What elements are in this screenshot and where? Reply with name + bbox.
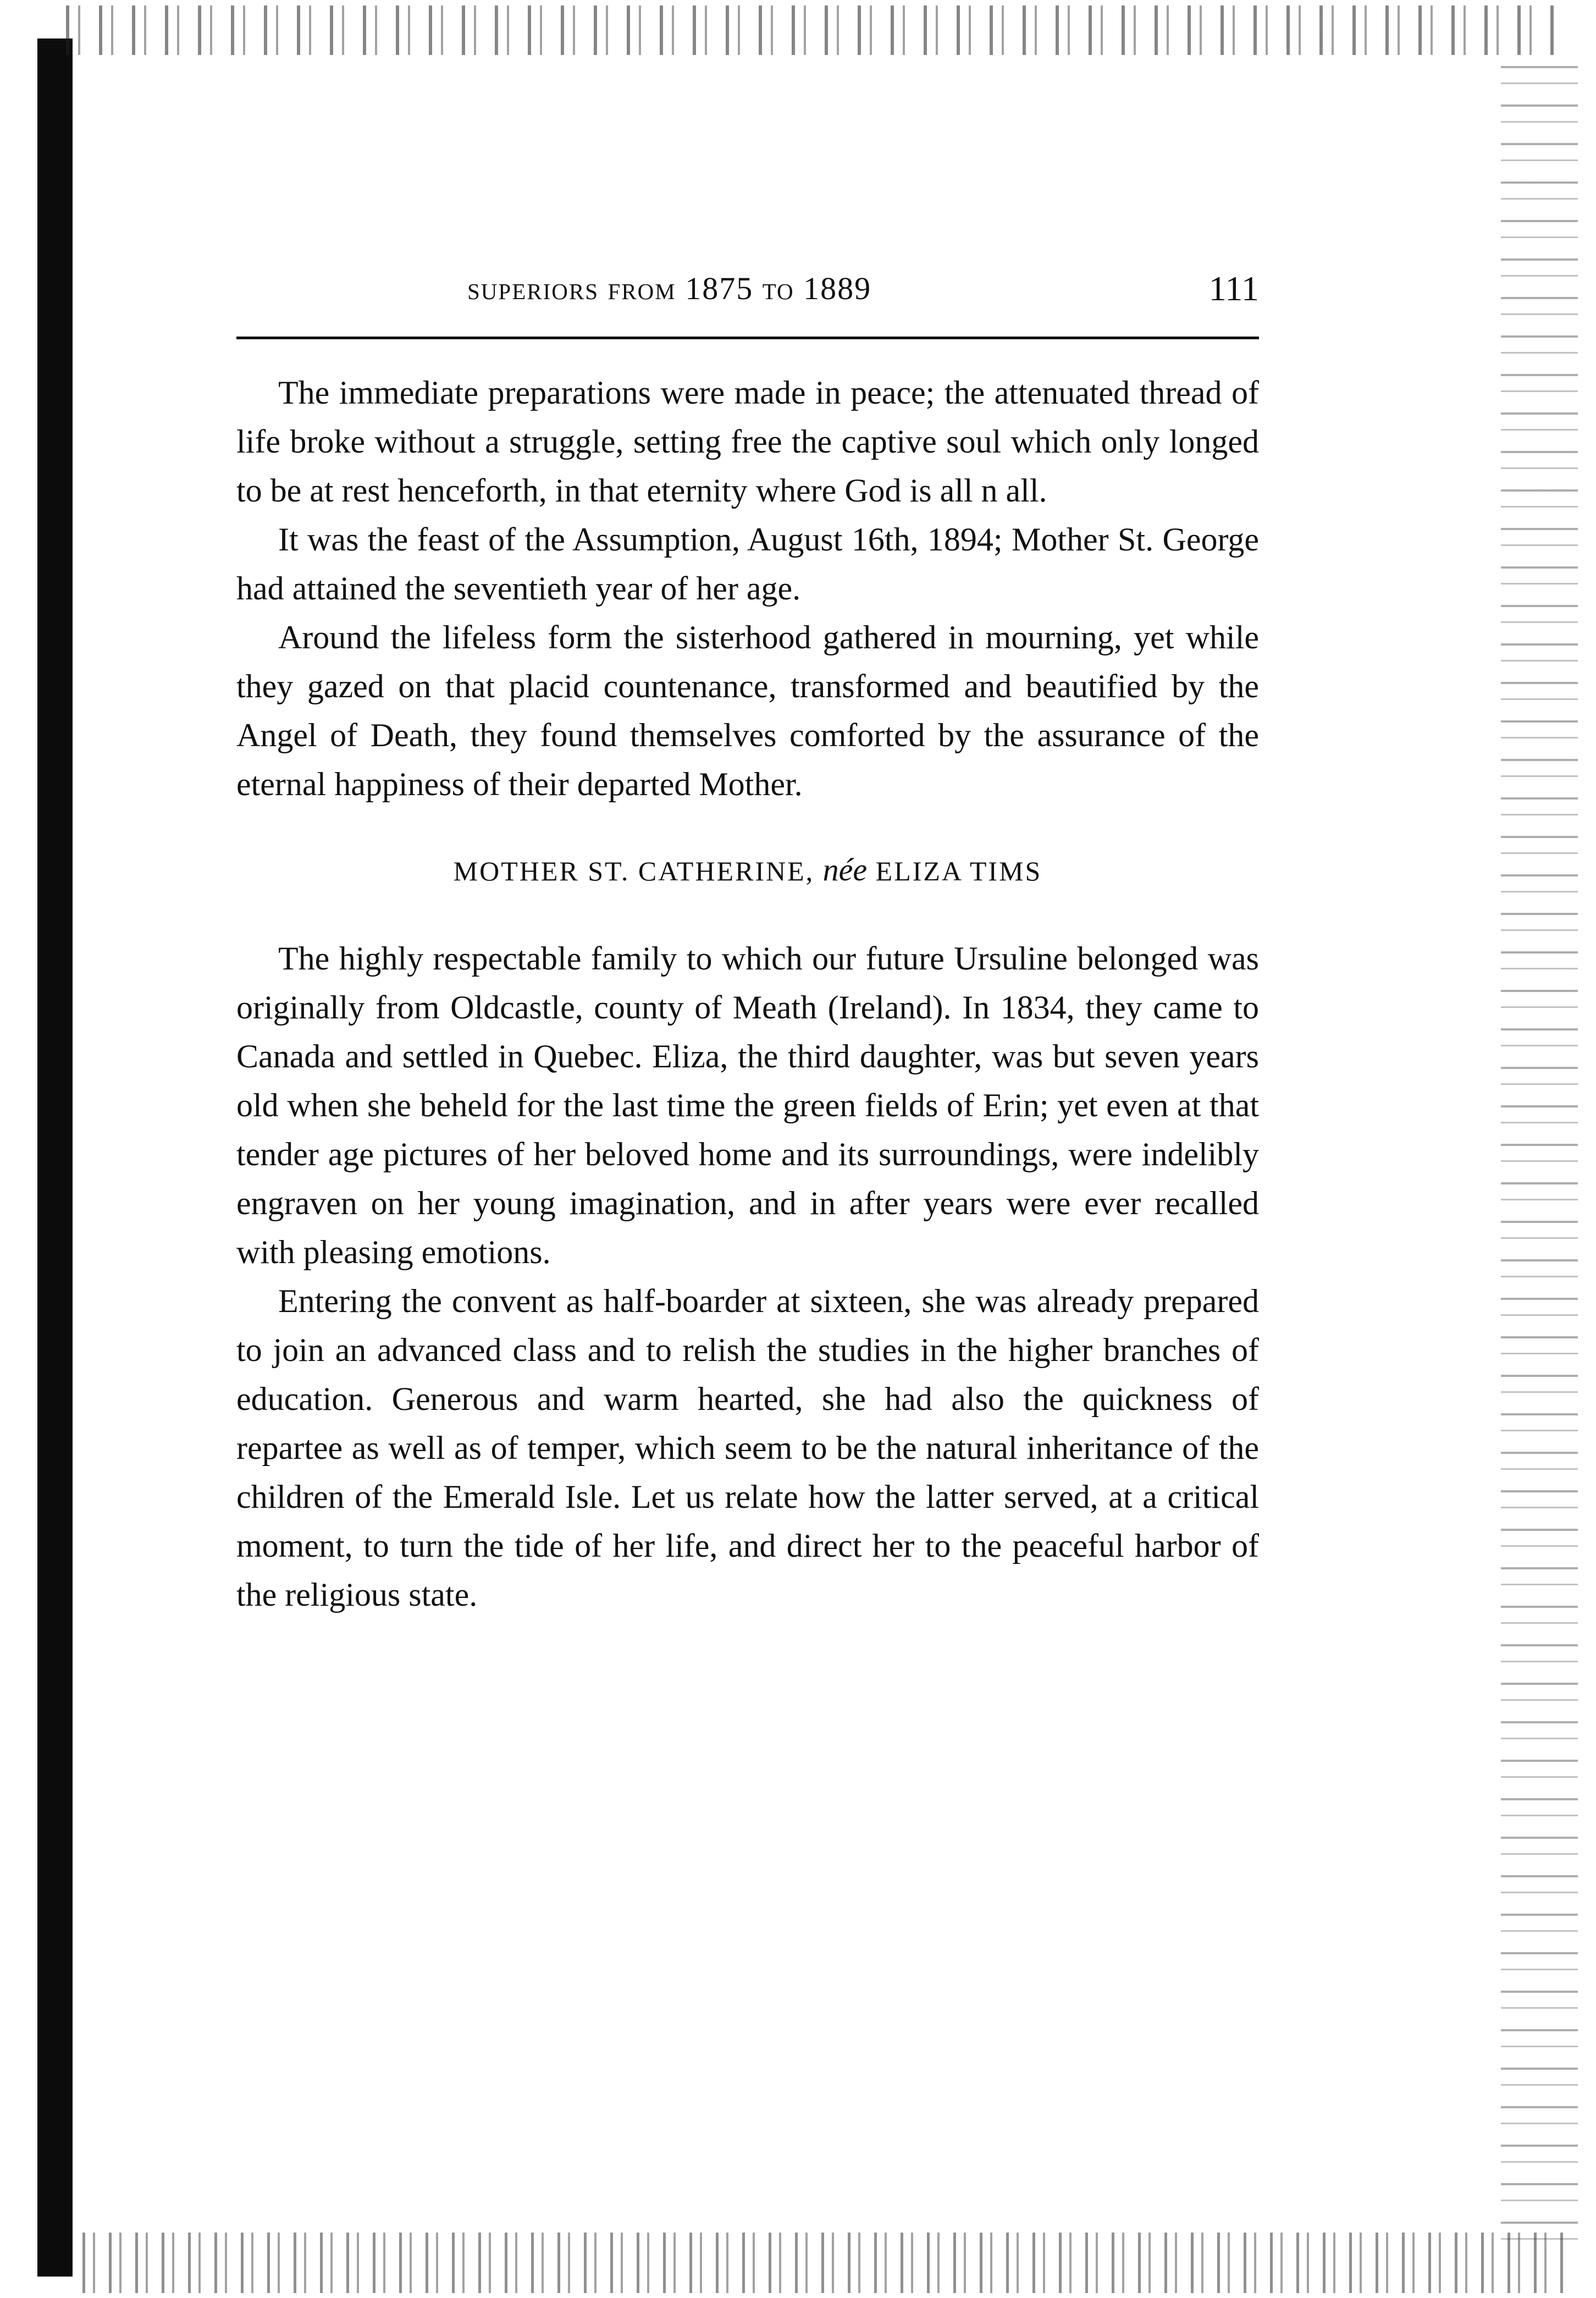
scan-noise-bottom <box>82 2233 1567 2293</box>
paragraph: The immediate preparations were made in peace; the attenuated thread of life broke without a struggle, setting free the captive soul which only longed to be at rest henceforth, in that eternity where God is all n all. <box>236 374 1259 509</box>
paragraph: Entering the convent as half-boarder at sixteen, she was already prepared to join an advanced class and to relish the studies in the higher branches of education. Generous and warm hearted, she had also the quickness of repartee as well as of temper, which seem to be the natural inheritance of the children of the Emerald Isle. Let us relate how the latter served, at a critical moment, to turn the tide of her life, and direct her to the peaceful harbor of the religious state. <box>236 1283 1259 1613</box>
section-heading <box>236 845 1259 896</box>
header-rule <box>236 337 1259 339</box>
paragraph: It was the feast of the Assumption, August 16th, 1894; Mother St. George had attained the seventieth year of her age. <box>236 521 1259 607</box>
running-head <box>236 264 1259 313</box>
scan-noise-right <box>1501 66 1578 2244</box>
heading-maiden-name: ELIZA TIMS <box>875 856 1042 886</box>
binding-edge <box>37 38 73 2277</box>
heading-name: MOTHER ST. CATHERINE, <box>453 856 815 886</box>
running-title: superiors from 1875 to 1889 <box>467 271 872 306</box>
page-number: 111 <box>1208 269 1259 308</box>
paragraph: Around the lifeless form the sisterhood gathered in mourning, yet while they gazed on that placid countenance, transformed and beautified by the Angel of Death, they found themselves comforted by the assurance of the eternal happiness of their departed Mother. <box>236 619 1259 802</box>
heading-nee: née <box>822 852 868 888</box>
body-text <box>236 368 1259 1619</box>
paragraph: The highly respectable family to which our future Ursuline belonged was originally from Oldcastle, county of Meath (Ireland). In 1834, they came to Canada and settled in Quebec. Eliza, the third daughter, was but seven years old when she beheld for the last time the green fields of Erin; yet even at that tender age pictures of her beloved home and its surroundings, were indelibly engraven on her young imagination, and in after years were ever recalled with pleasing emotions. <box>236 940 1259 1270</box>
scan-noise-top <box>66 5 1561 55</box>
